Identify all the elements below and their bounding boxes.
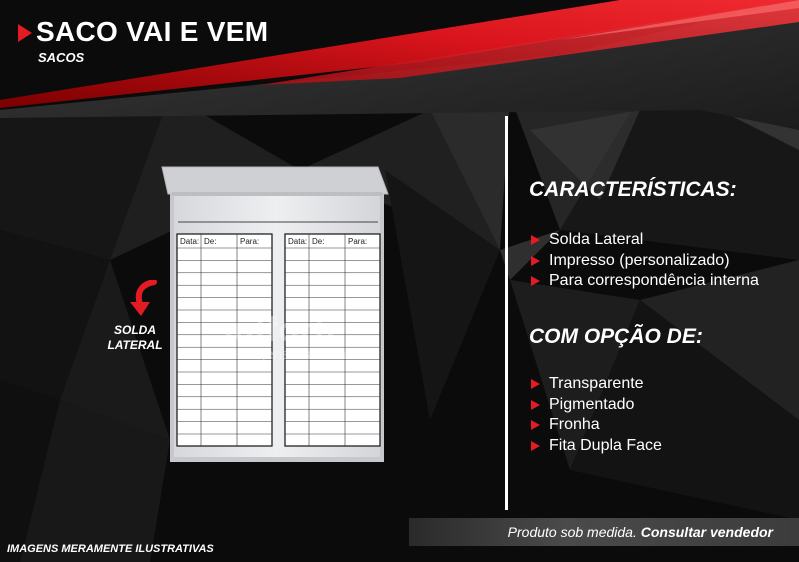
curved-arrow-icon xyxy=(128,280,164,320)
form-right-col-to: Para: xyxy=(348,237,368,246)
callout-line-2: LATERAL xyxy=(107,338,163,352)
list-item: Transparente xyxy=(531,374,662,395)
product-illustration xyxy=(150,162,400,467)
form-right-col-from: De: xyxy=(312,237,325,246)
bullet-triangle-icon xyxy=(531,420,540,430)
list-item: Impresso (personalizado) xyxy=(531,251,759,272)
page-subtitle: SACOS xyxy=(38,50,85,65)
title-marker-icon xyxy=(18,24,32,42)
bullet-triangle-icon xyxy=(531,441,540,451)
features-title: CARACTERÍSTICAS: xyxy=(529,178,737,201)
bullet-triangle-icon xyxy=(531,400,540,410)
footer-note xyxy=(508,524,773,540)
features-list xyxy=(531,230,759,292)
footer-note-regular: Produto sob medida. xyxy=(507,524,637,540)
solda-lateral-callout xyxy=(100,323,170,353)
page-title: SACO VAI E VEM xyxy=(36,16,269,47)
form-left-col-to: Para: xyxy=(240,237,260,246)
bullet-triangle-icon xyxy=(531,235,540,245)
footer-note-bold: Consultar vendedor xyxy=(640,524,773,540)
bullet-triangle-icon xyxy=(531,256,540,266)
disclaimer: IMAGENS MERAMENTE ILUSTRATIVAS xyxy=(7,543,214,555)
list-item: Solda Lateral xyxy=(531,230,759,251)
options-list xyxy=(531,374,662,456)
footer-note-bar xyxy=(409,518,799,546)
bullet-triangle-icon xyxy=(531,276,540,286)
vertical-divider xyxy=(505,116,508,510)
list-item: Pigmentado xyxy=(531,395,662,416)
form-left-col-date: Data: xyxy=(180,237,200,246)
bullet-triangle-icon xyxy=(531,379,540,389)
list-item: Fronha xyxy=(531,415,662,436)
list-item: Para correspondência interna xyxy=(531,271,759,292)
list-item: Fita Dupla Face xyxy=(531,436,662,457)
watermark-brand: sulforte xyxy=(213,311,347,349)
options-title: COM OPÇÃO DE: xyxy=(529,325,703,348)
watermark-tagline: Embalagens Plásticas xyxy=(206,346,354,363)
form-right-col-date: Data: xyxy=(288,237,308,246)
callout-line-1: SOLDA xyxy=(114,323,156,337)
form-left-col-from: De: xyxy=(204,237,217,246)
